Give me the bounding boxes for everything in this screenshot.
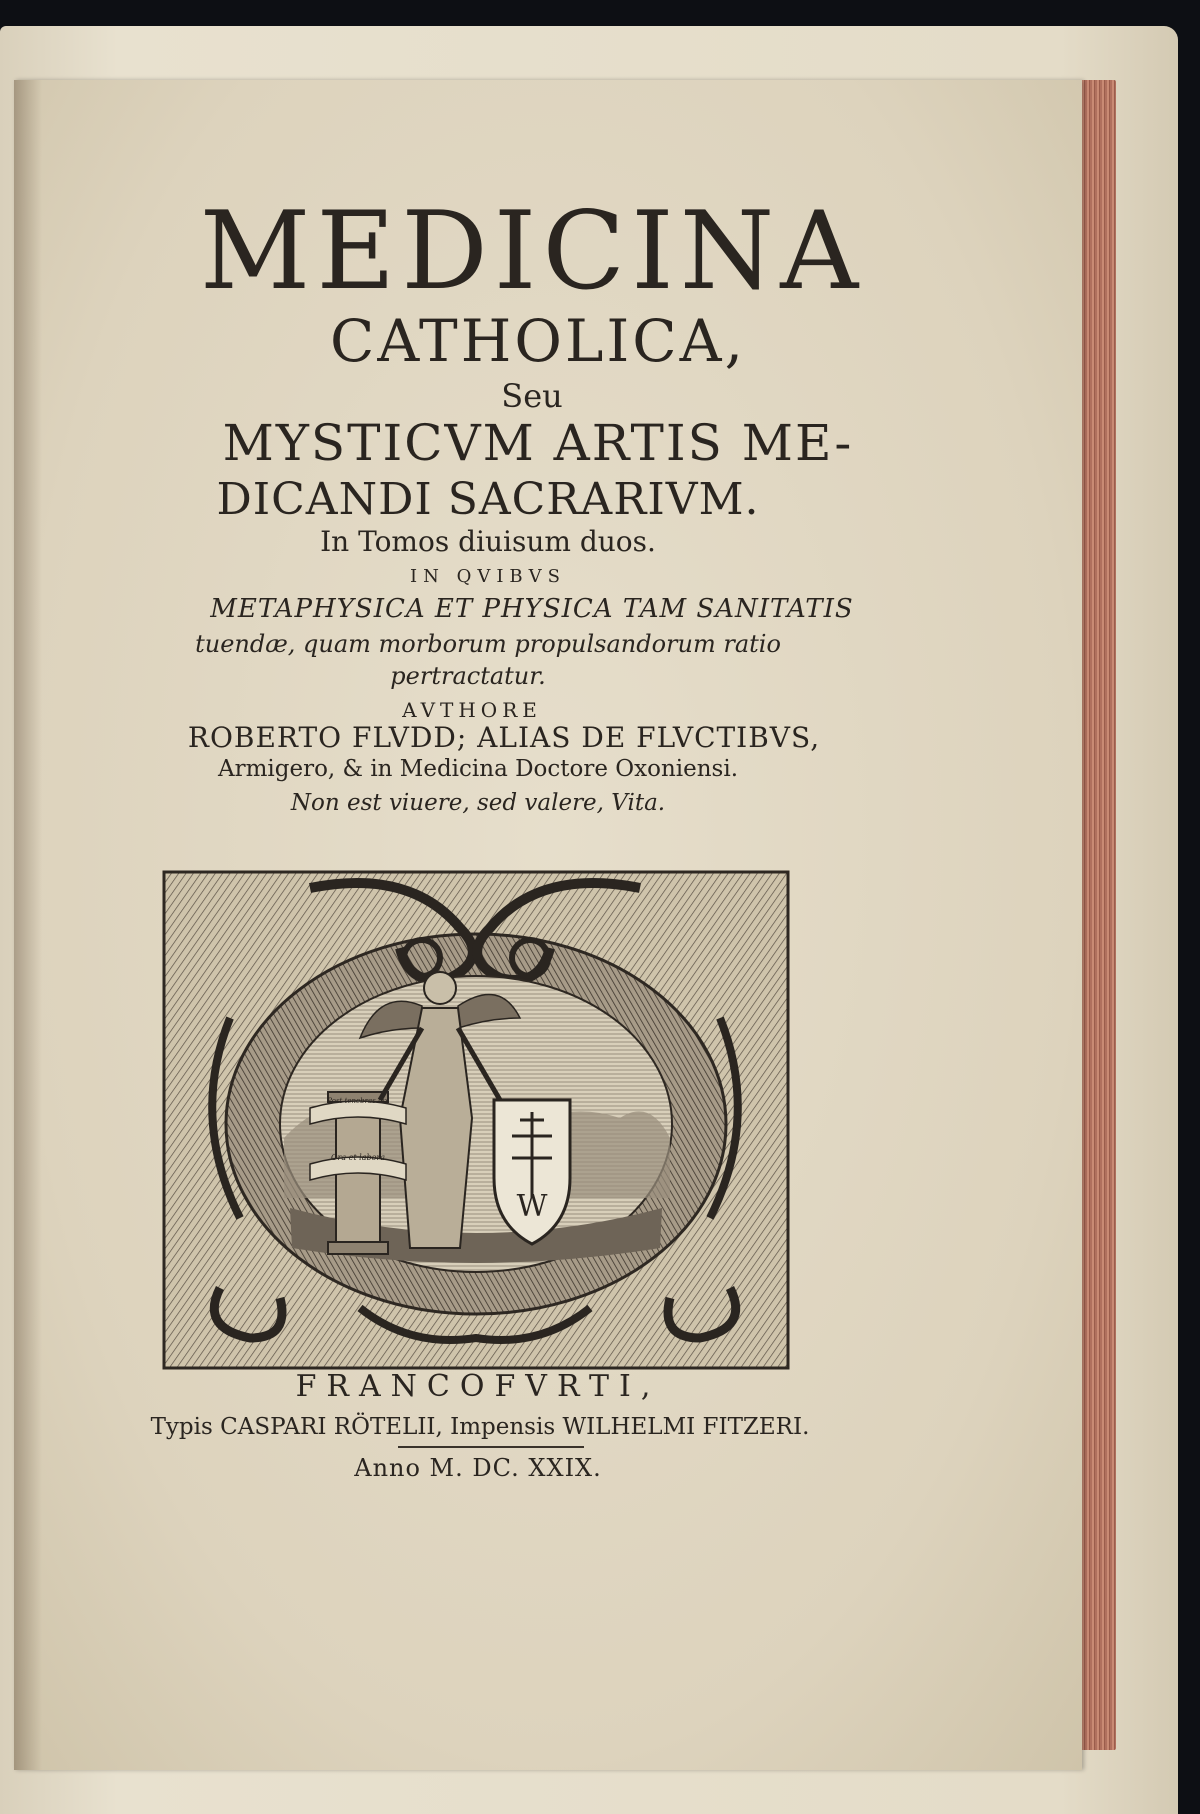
subject-line-3: pertractatur. <box>390 662 546 690</box>
shield-letter: W <box>516 1189 548 1224</box>
scroll-upper-label: Post tenebras lux <box>327 1097 389 1105</box>
author-title: Armigero, & in Medicina Doctore Oxoniensi. <box>217 756 739 782</box>
title-line-1: MEDICINA <box>199 189 865 314</box>
authore-line: AVTHORE <box>402 698 542 722</box>
fore-edge <box>1080 80 1116 1750</box>
scroll-lower-label: Ora et labora <box>330 1153 386 1162</box>
imprint-date: Anno M. DC. XXIX. <box>354 1454 602 1482</box>
imprint-printer: Typis CASPARI RÖTELII, Impensis WILHELMI FITZERI. <box>150 1414 810 1440</box>
seu-line: Seu <box>501 377 563 415</box>
title-line-3: MYSTICVM ARTIS ME- <box>222 414 854 472</box>
imprint-rule <box>398 1446 584 1448</box>
author-name: ROBERTO FLVDD; ALIAS DE FLVCTIBVS, <box>187 721 821 754</box>
in-tomos-line: In Tomos diuisum duos. <box>320 525 656 558</box>
title-page <box>14 80 1082 1770</box>
title-line-2: CATHOLICA, <box>329 307 747 375</box>
angel-head <box>424 972 456 1004</box>
subject-line-2: tuendæ, quam morborum propulsandorum ratio <box>195 630 781 658</box>
imprint-place: FRANCOFVRTI, <box>295 1369 661 1404</box>
printers-device-engraving <box>160 868 792 1372</box>
subject-line-1: METAPHYSICA ET PHYSICA TAM SANITATIS <box>210 594 854 624</box>
motto-line: Non est viuere, sed valere, Vita. <box>290 790 666 816</box>
in-quibus-line: IN QVIBVS <box>409 566 566 587</box>
title-line-4: DICANDI SACRARIVM. <box>216 474 760 525</box>
